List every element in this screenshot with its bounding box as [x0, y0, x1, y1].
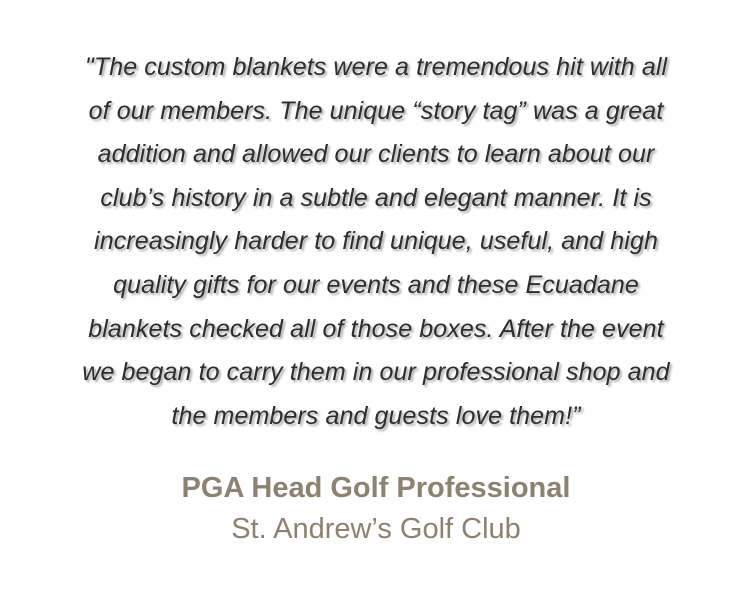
- quote-line: the members and guests love them!”: [171, 401, 581, 430]
- testimonial: [0, 46, 752, 550]
- quote-line: increasingly harder to find unique, useful, and high: [94, 227, 658, 256]
- testimonial-quote: [9, 46, 744, 438]
- quote-line: quality gifts for our events and these Ecuadane: [113, 270, 639, 299]
- quote-line: we began to carry them in our professional shop and: [82, 358, 670, 387]
- quote-line: addition and allowed our clients to learn about our: [97, 140, 655, 169]
- quote-line: blankets checked all of those boxes. After the event: [88, 314, 664, 343]
- quote-line: "The custom blankets were a tremendous hit with all: [84, 53, 668, 81]
- quote-line: club’s history in a subtle and elegant manner. It is: [100, 183, 652, 212]
- testimonial-attribution: [0, 468, 752, 550]
- quote-line: of our members. The unique “story tag” was a great: [88, 96, 664, 125]
- author-organization: St. Andrew’s Golf Club: [231, 513, 521, 546]
- author-title: PGA Head Golf Professional: [181, 472, 571, 505]
